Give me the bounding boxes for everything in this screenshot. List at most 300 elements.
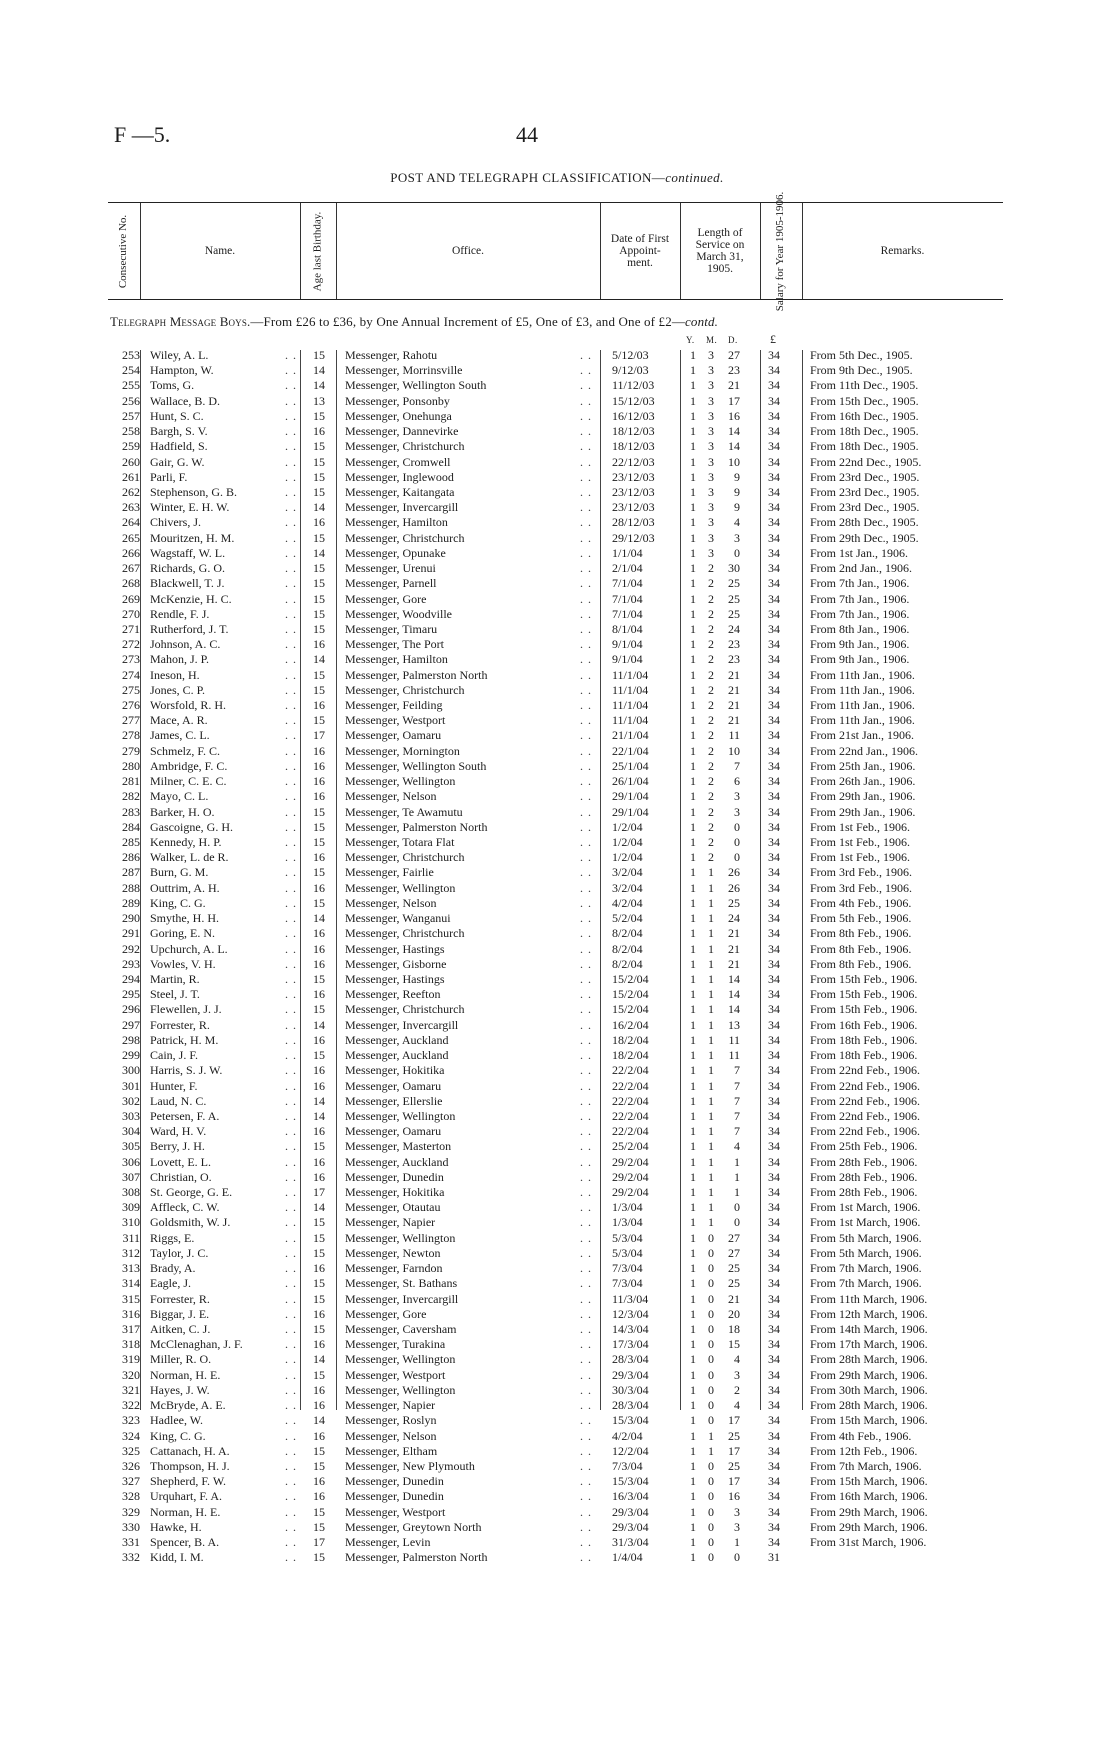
cell-m: 0 bbox=[708, 1230, 714, 1245]
cell-d: 16 bbox=[728, 408, 740, 423]
cell-name: Outtrim, A. H. bbox=[150, 880, 220, 895]
cell-rem: From 22nd Feb., 1906. bbox=[810, 1108, 921, 1123]
table-row bbox=[0, 728, 1114, 743]
cell-sal: 34 bbox=[768, 1443, 780, 1458]
leader-dots: . . bbox=[580, 1443, 592, 1458]
leader-dots: . . bbox=[580, 1200, 592, 1215]
cell-y: 1 bbox=[690, 1063, 696, 1078]
cell-m: 2 bbox=[708, 637, 714, 652]
cell-d: 27 bbox=[728, 1230, 740, 1245]
cell-rem: From 12th March, 1906. bbox=[810, 1306, 928, 1321]
cell-age: 17 bbox=[313, 728, 325, 743]
header-consecutive: Consecutive No. bbox=[117, 214, 130, 288]
cell-d: 1 bbox=[734, 1535, 740, 1550]
cell-y: 1 bbox=[690, 1154, 696, 1169]
leader-dots: . . bbox=[580, 1245, 592, 1260]
table-row bbox=[0, 576, 1114, 591]
cell-sal: 34 bbox=[768, 682, 780, 697]
cell-y: 1 bbox=[690, 819, 696, 834]
cell-sal: 34 bbox=[768, 1352, 780, 1367]
cell-office: Messenger, Christchurch bbox=[345, 1002, 465, 1017]
cell-no: 311 bbox=[122, 1230, 140, 1245]
cell-d: 3 bbox=[734, 530, 740, 545]
cell-d: 21 bbox=[728, 956, 740, 971]
cell-d: 18 bbox=[728, 1322, 740, 1336]
cell-d: 26 bbox=[728, 865, 740, 880]
leader-dots: . . bbox=[285, 393, 297, 408]
cell-office: Messenger, Levin bbox=[345, 1535, 431, 1550]
cell-date: 7/1/04 bbox=[612, 591, 643, 606]
cell-date: 7/1/04 bbox=[612, 576, 643, 591]
table-row bbox=[0, 1170, 1114, 1185]
cell-no: 307 bbox=[122, 1169, 140, 1184]
cell-rem: From 9th Dec., 1905. bbox=[810, 363, 913, 378]
cell-y: 1 bbox=[690, 1215, 696, 1230]
cell-date: 22/2/04 bbox=[612, 1063, 649, 1078]
page-title-contd: continued. bbox=[665, 170, 724, 185]
cell-sal: 34 bbox=[768, 1413, 780, 1428]
cell-name: Miller, R. O. bbox=[150, 1352, 212, 1367]
cell-no: 320 bbox=[122, 1367, 140, 1382]
cell-rem: From 8th Jan., 1906. bbox=[810, 621, 910, 636]
cell-age: 15 bbox=[313, 804, 325, 819]
cell-d: 14 bbox=[728, 971, 740, 986]
cell-rem: From 11th Jan., 1906. bbox=[810, 682, 915, 697]
leader-dots: . . bbox=[285, 880, 297, 895]
cell-age: 15 bbox=[313, 1550, 325, 1565]
leader-dots: . . bbox=[580, 667, 592, 682]
cell-y: 1 bbox=[690, 1535, 696, 1550]
cell-office: Messenger, Oamaru bbox=[345, 1124, 442, 1139]
cell-no: 264 bbox=[122, 515, 140, 530]
cell-y: 1 bbox=[690, 637, 696, 652]
cell-office: Messenger, Dunedin bbox=[345, 1474, 444, 1489]
cell-office: Messenger, Invercargill bbox=[345, 1291, 459, 1306]
cell-no: 294 bbox=[122, 971, 140, 986]
cell-m: 3 bbox=[708, 484, 714, 499]
table-row bbox=[0, 1444, 1114, 1459]
leader-dots: . . bbox=[285, 484, 297, 499]
cell-no: 286 bbox=[122, 850, 140, 865]
cell-no: 273 bbox=[122, 652, 140, 667]
table-row bbox=[0, 470, 1114, 485]
cell-m: 1 bbox=[708, 1063, 714, 1078]
cell-rem: From 7th Jan., 1906. bbox=[810, 576, 910, 591]
cell-sal: 34 bbox=[768, 1078, 780, 1093]
page-title-text: POST AND TELEGRAPH CLASSIFICATION— bbox=[390, 170, 666, 185]
cell-sal: 34 bbox=[768, 1017, 780, 1032]
cell-d: 4 bbox=[734, 1352, 740, 1367]
cell-date: 29/1/04 bbox=[612, 789, 649, 804]
cell-age: 16 bbox=[313, 1124, 325, 1139]
cell-age: 15 bbox=[313, 408, 325, 423]
leader-dots: . . bbox=[580, 1215, 592, 1230]
cell-date: 11/12/03 bbox=[612, 378, 655, 393]
cell-sal: 34 bbox=[768, 1230, 780, 1245]
leader-dots: . . bbox=[285, 1398, 297, 1413]
cell-date: 7/1/04 bbox=[612, 606, 643, 621]
cell-no: 269 bbox=[122, 591, 140, 606]
leader-dots: . . bbox=[285, 1108, 297, 1123]
cell-d: 0 bbox=[734, 1200, 740, 1215]
cell-age: 16 bbox=[313, 1032, 325, 1047]
cell-name: Ward, H. V. bbox=[150, 1124, 207, 1139]
cell-sal: 34 bbox=[768, 454, 780, 469]
cell-y: 1 bbox=[690, 926, 696, 941]
cell-rem: From 3rd Feb., 1906. bbox=[810, 880, 912, 895]
cell-office: Messenger, Hastings bbox=[345, 941, 445, 956]
cell-office: Messenger, Urenui bbox=[345, 561, 436, 576]
cell-office: Messenger, Masterton bbox=[345, 1139, 452, 1154]
table-row bbox=[0, 455, 1114, 470]
cell-sal: 34 bbox=[768, 1428, 780, 1443]
leader-dots: . . bbox=[580, 1489, 592, 1504]
table-row bbox=[0, 896, 1114, 911]
cell-rem: From 22nd Jan., 1906. bbox=[810, 743, 918, 758]
cell-age: 16 bbox=[313, 637, 325, 652]
table-row bbox=[0, 1322, 1114, 1337]
cell-name: King, C. G. bbox=[150, 895, 206, 910]
cell-y: 1 bbox=[690, 561, 696, 576]
cell-m: 2 bbox=[708, 728, 714, 743]
cell-m: 2 bbox=[708, 743, 714, 758]
cell-y: 1 bbox=[690, 530, 696, 545]
cell-d: 7 bbox=[734, 758, 740, 773]
leader-dots: . . bbox=[285, 1474, 297, 1489]
cell-sal: 34 bbox=[768, 1291, 780, 1306]
leader-dots: . . bbox=[285, 1139, 297, 1154]
section-contd: contd. bbox=[685, 314, 719, 329]
cell-age: 15 bbox=[313, 561, 325, 576]
cell-sal: 34 bbox=[768, 530, 780, 545]
table-row bbox=[0, 774, 1114, 789]
cell-sal: 34 bbox=[768, 1032, 780, 1047]
cell-no: 258 bbox=[122, 424, 140, 439]
cell-sal: 34 bbox=[768, 1245, 780, 1260]
cell-age: 14 bbox=[313, 1352, 325, 1367]
cell-rem: From 7th March, 1906. bbox=[810, 1458, 922, 1473]
leader-dots: . . bbox=[580, 1017, 592, 1032]
cell-d: 25 bbox=[728, 1458, 740, 1473]
leader-dots: . . bbox=[285, 758, 297, 773]
leader-dots: . . bbox=[580, 1458, 592, 1473]
leader-dots: . . bbox=[580, 789, 592, 804]
cell-date: 25/1/04 bbox=[612, 758, 649, 773]
cell-m: 0 bbox=[708, 1352, 714, 1367]
cell-sal: 34 bbox=[768, 987, 780, 1002]
leader-dots: . . bbox=[580, 515, 592, 530]
cell-d: 24 bbox=[728, 911, 740, 926]
cell-sal: 34 bbox=[768, 1535, 780, 1550]
cell-rem: From 5th Dec., 1905. bbox=[810, 348, 913, 362]
leader-dots: . . bbox=[580, 743, 592, 758]
cell-no: 289 bbox=[122, 895, 140, 910]
cell-office: Messenger, Totara Flat bbox=[345, 835, 455, 849]
cell-date: 9/12/03 bbox=[612, 363, 649, 378]
cell-age: 16 bbox=[313, 1169, 325, 1184]
cell-d: 1 bbox=[734, 1154, 740, 1169]
cell-office: Messenger, Palmerston North bbox=[345, 819, 488, 834]
cell-d: 25 bbox=[728, 591, 740, 606]
cell-y: 1 bbox=[690, 1078, 696, 1093]
cell-d: 4 bbox=[734, 1398, 740, 1413]
cell-no: 253 bbox=[122, 348, 140, 362]
cell-sal: 34 bbox=[768, 789, 780, 804]
table-row bbox=[0, 561, 1114, 576]
cell-date: 11/3/04 bbox=[612, 1291, 649, 1306]
cell-sal: 34 bbox=[768, 1139, 780, 1154]
cell-sal: 34 bbox=[768, 728, 780, 743]
cell-d: 0 bbox=[734, 1550, 740, 1565]
cell-sal: 34 bbox=[768, 576, 780, 591]
leader-dots: . . bbox=[285, 987, 297, 1002]
cell-no: 256 bbox=[122, 393, 140, 408]
cell-m: 1 bbox=[708, 971, 714, 986]
cell-age: 17 bbox=[313, 1185, 325, 1200]
cell-rem: From 16th March, 1906. bbox=[810, 1489, 928, 1504]
cell-name: Kidd, I. M. bbox=[150, 1550, 204, 1565]
cell-d: 1 bbox=[734, 1185, 740, 1200]
leader-dots: . . bbox=[285, 789, 297, 804]
cell-rem: From 22nd Feb., 1906. bbox=[810, 1078, 921, 1093]
cell-age: 15 bbox=[313, 1458, 325, 1473]
cell-age: 16 bbox=[313, 880, 325, 895]
leader-dots: . . bbox=[580, 865, 592, 880]
cell-sal: 34 bbox=[768, 956, 780, 971]
cell-m: 2 bbox=[708, 591, 714, 606]
cell-age: 14 bbox=[313, 1017, 325, 1032]
cell-no: 282 bbox=[122, 789, 140, 804]
cell-y: 1 bbox=[690, 591, 696, 606]
cell-no: 292 bbox=[122, 941, 140, 956]
cell-office: Messenger, Wellington South bbox=[345, 378, 487, 393]
cell-m: 3 bbox=[708, 530, 714, 545]
cell-name: Cattanach, H. A. bbox=[150, 1443, 230, 1458]
cell-name: Gair, G. W. bbox=[150, 454, 205, 469]
leader-dots: . . bbox=[580, 1108, 592, 1123]
cell-rem: From 28th Dec., 1905. bbox=[810, 515, 919, 530]
cell-age: 15 bbox=[313, 713, 325, 728]
cell-d: 21 bbox=[728, 698, 740, 713]
leader-dots: . . bbox=[580, 363, 592, 378]
cell-no: 330 bbox=[122, 1519, 140, 1534]
leader-dots: . . bbox=[285, 408, 297, 423]
table-row bbox=[0, 515, 1114, 530]
cell-rem: From 15th Dec., 1905. bbox=[810, 393, 919, 408]
cell-rem: From 28th Feb., 1906. bbox=[810, 1169, 918, 1184]
cell-name: Hunter, F. bbox=[150, 1078, 198, 1093]
cell-m: 2 bbox=[708, 621, 714, 636]
leader-dots: . . bbox=[285, 591, 297, 606]
leader-dots: . . bbox=[285, 713, 297, 728]
table-row bbox=[0, 439, 1114, 454]
leader-dots: . . bbox=[580, 393, 592, 408]
cell-no: 290 bbox=[122, 911, 140, 926]
cell-y: 1 bbox=[690, 621, 696, 636]
cell-m: 1 bbox=[708, 1200, 714, 1215]
cell-rem: From 29th Jan., 1906. bbox=[810, 804, 916, 819]
cell-name: Milner, C. E. C. bbox=[150, 774, 227, 789]
cell-m: 3 bbox=[708, 408, 714, 423]
cell-rem: From 18th Dec., 1905. bbox=[810, 439, 919, 454]
cell-age: 15 bbox=[313, 530, 325, 545]
leader-dots: . . bbox=[580, 1306, 592, 1321]
cell-y: 1 bbox=[690, 1322, 696, 1336]
table-row bbox=[0, 348, 1114, 363]
cell-date: 3/2/04 bbox=[612, 865, 643, 880]
cell-sal: 34 bbox=[768, 1261, 780, 1276]
cell-date: 26/1/04 bbox=[612, 774, 649, 789]
cell-d: 0 bbox=[734, 545, 740, 560]
cell-no: 260 bbox=[122, 454, 140, 469]
cell-rem: From 9th Jan., 1906. bbox=[810, 652, 910, 667]
cell-office: Messenger, New Plymouth bbox=[345, 1458, 475, 1473]
cell-m: 0 bbox=[708, 1519, 714, 1534]
cell-rem: From 7th March, 1906. bbox=[810, 1276, 922, 1291]
cell-m: 2 bbox=[708, 774, 714, 789]
cell-office: Messenger, Gore bbox=[345, 1306, 427, 1321]
cell-no: 278 bbox=[122, 728, 140, 743]
cell-rem: From 15th March, 1906. bbox=[810, 1474, 928, 1489]
leader-dots: . . bbox=[580, 1367, 592, 1382]
cell-name: Gascoigne, G. H. bbox=[150, 819, 233, 834]
leader-dots: . . bbox=[285, 1230, 297, 1245]
cell-sal: 31 bbox=[768, 1550, 780, 1565]
cell-rem: From 29th Jan., 1906. bbox=[810, 789, 916, 804]
cell-no: 276 bbox=[122, 698, 140, 713]
cell-d: 25 bbox=[728, 1428, 740, 1443]
leader-dots: . . bbox=[580, 1535, 592, 1550]
cell-office: Messenger, Parnell bbox=[345, 576, 437, 591]
cell-sal: 34 bbox=[768, 378, 780, 393]
cell-rem: From 8th Feb., 1906. bbox=[810, 956, 912, 971]
cell-office: Messenger, Kaitangata bbox=[345, 484, 455, 499]
cell-age: 16 bbox=[313, 1428, 325, 1443]
cell-office: Messenger, Inglewood bbox=[345, 469, 454, 484]
cell-date: 15/3/04 bbox=[612, 1474, 649, 1489]
cell-no: 312 bbox=[122, 1245, 140, 1260]
cell-age: 14 bbox=[313, 911, 325, 926]
cell-sal: 34 bbox=[768, 393, 780, 408]
cell-m: 3 bbox=[708, 454, 714, 469]
cell-rem: From 17th March, 1906. bbox=[810, 1337, 928, 1352]
leader-dots: . . bbox=[580, 1276, 592, 1291]
cell-date: 3/2/04 bbox=[612, 880, 643, 895]
cell-name: Mayo, C. L. bbox=[150, 789, 209, 804]
cell-office: Messenger, Auckland bbox=[345, 1048, 449, 1063]
cell-date: 1/3/04 bbox=[612, 1215, 643, 1230]
cell-rem: From 26th Jan., 1906. bbox=[810, 774, 916, 789]
table-row bbox=[0, 1352, 1114, 1367]
cell-y: 1 bbox=[690, 1382, 696, 1397]
cell-office: Messenger, Wellington bbox=[345, 1108, 456, 1123]
leader-dots: . . bbox=[580, 1154, 592, 1169]
cell-age: 14 bbox=[313, 1413, 325, 1428]
cell-age: 16 bbox=[313, 850, 325, 865]
leader-dots: . . bbox=[580, 1124, 592, 1139]
cell-date: 5/3/04 bbox=[612, 1230, 643, 1245]
cell-m: 0 bbox=[708, 1245, 714, 1260]
cell-date: 29/2/04 bbox=[612, 1185, 649, 1200]
cell-name: Norman, H. E. bbox=[150, 1504, 221, 1519]
cell-no: 317 bbox=[122, 1322, 140, 1336]
cell-sal: 34 bbox=[768, 698, 780, 713]
cell-sal: 34 bbox=[768, 348, 780, 362]
leader-dots: . . bbox=[285, 1261, 297, 1276]
cell-name: Jones, C. P. bbox=[150, 682, 206, 697]
leader-dots: . . bbox=[285, 576, 297, 591]
cell-y: 1 bbox=[690, 424, 696, 439]
cell-sal: 34 bbox=[768, 1124, 780, 1139]
cell-y: 1 bbox=[690, 515, 696, 530]
cell-age: 15 bbox=[313, 576, 325, 591]
cell-age: 15 bbox=[313, 1048, 325, 1063]
table-row bbox=[0, 1063, 1114, 1078]
cell-rem: From 30th March, 1906. bbox=[810, 1382, 928, 1397]
cell-d: 30 bbox=[728, 561, 740, 576]
cell-y: 1 bbox=[690, 1093, 696, 1108]
cell-y: 1 bbox=[690, 545, 696, 560]
cell-office: Messenger, Wellington bbox=[345, 1382, 456, 1397]
cell-d: 17 bbox=[728, 393, 740, 408]
cell-y: 1 bbox=[690, 378, 696, 393]
table-row bbox=[0, 652, 1114, 667]
cell-age: 14 bbox=[313, 500, 325, 515]
cell-name: McKenzie, H. C. bbox=[150, 591, 232, 606]
cell-no: 281 bbox=[122, 774, 140, 789]
cell-d: 21 bbox=[728, 713, 740, 728]
cell-y: 1 bbox=[690, 1032, 696, 1047]
cell-y: 1 bbox=[690, 469, 696, 484]
table-row bbox=[0, 1200, 1114, 1215]
cell-m: 0 bbox=[708, 1504, 714, 1519]
cell-name: Wagstaff, W. L. bbox=[150, 545, 226, 560]
cell-age: 16 bbox=[313, 941, 325, 956]
leader-dots: . . bbox=[285, 728, 297, 743]
cell-sal: 34 bbox=[768, 1382, 780, 1397]
cell-sal: 34 bbox=[768, 1306, 780, 1321]
cell-rem: From 18th Feb., 1906. bbox=[810, 1048, 918, 1063]
cell-no: 261 bbox=[122, 469, 140, 484]
leader-dots: . . bbox=[285, 941, 297, 956]
cell-office: Messenger, Wanganui bbox=[345, 911, 451, 926]
cell-office: Messenger, Newton bbox=[345, 1245, 441, 1260]
leader-dots: . . bbox=[580, 424, 592, 439]
cell-age: 15 bbox=[313, 865, 325, 880]
cell-age: 16 bbox=[313, 424, 325, 439]
cell-m: 2 bbox=[708, 682, 714, 697]
cell-rem: From 28th March, 1906. bbox=[810, 1398, 928, 1413]
leader-dots: . . bbox=[285, 1185, 297, 1200]
cell-date: 12/2/04 bbox=[612, 1443, 649, 1458]
cell-name: Ambridge, F. C. bbox=[150, 758, 228, 773]
leader-dots: . . bbox=[285, 698, 297, 713]
leader-dots: . . bbox=[285, 1124, 297, 1139]
leader-dots: . . bbox=[580, 1519, 592, 1534]
cell-m: 1 bbox=[708, 1002, 714, 1017]
cell-name: Vowles, V. H. bbox=[150, 956, 216, 971]
cell-m: 1 bbox=[708, 941, 714, 956]
cell-d: 17 bbox=[728, 1474, 740, 1489]
cell-name: Christian, O. bbox=[150, 1169, 212, 1184]
cell-d: 14 bbox=[728, 1002, 740, 1017]
table-row bbox=[0, 622, 1114, 637]
table-row bbox=[0, 911, 1114, 926]
cell-sal: 34 bbox=[768, 363, 780, 378]
cell-y: 1 bbox=[690, 1185, 696, 1200]
cell-sal: 34 bbox=[768, 911, 780, 926]
cell-office: Messenger, Wellington South bbox=[345, 758, 487, 773]
